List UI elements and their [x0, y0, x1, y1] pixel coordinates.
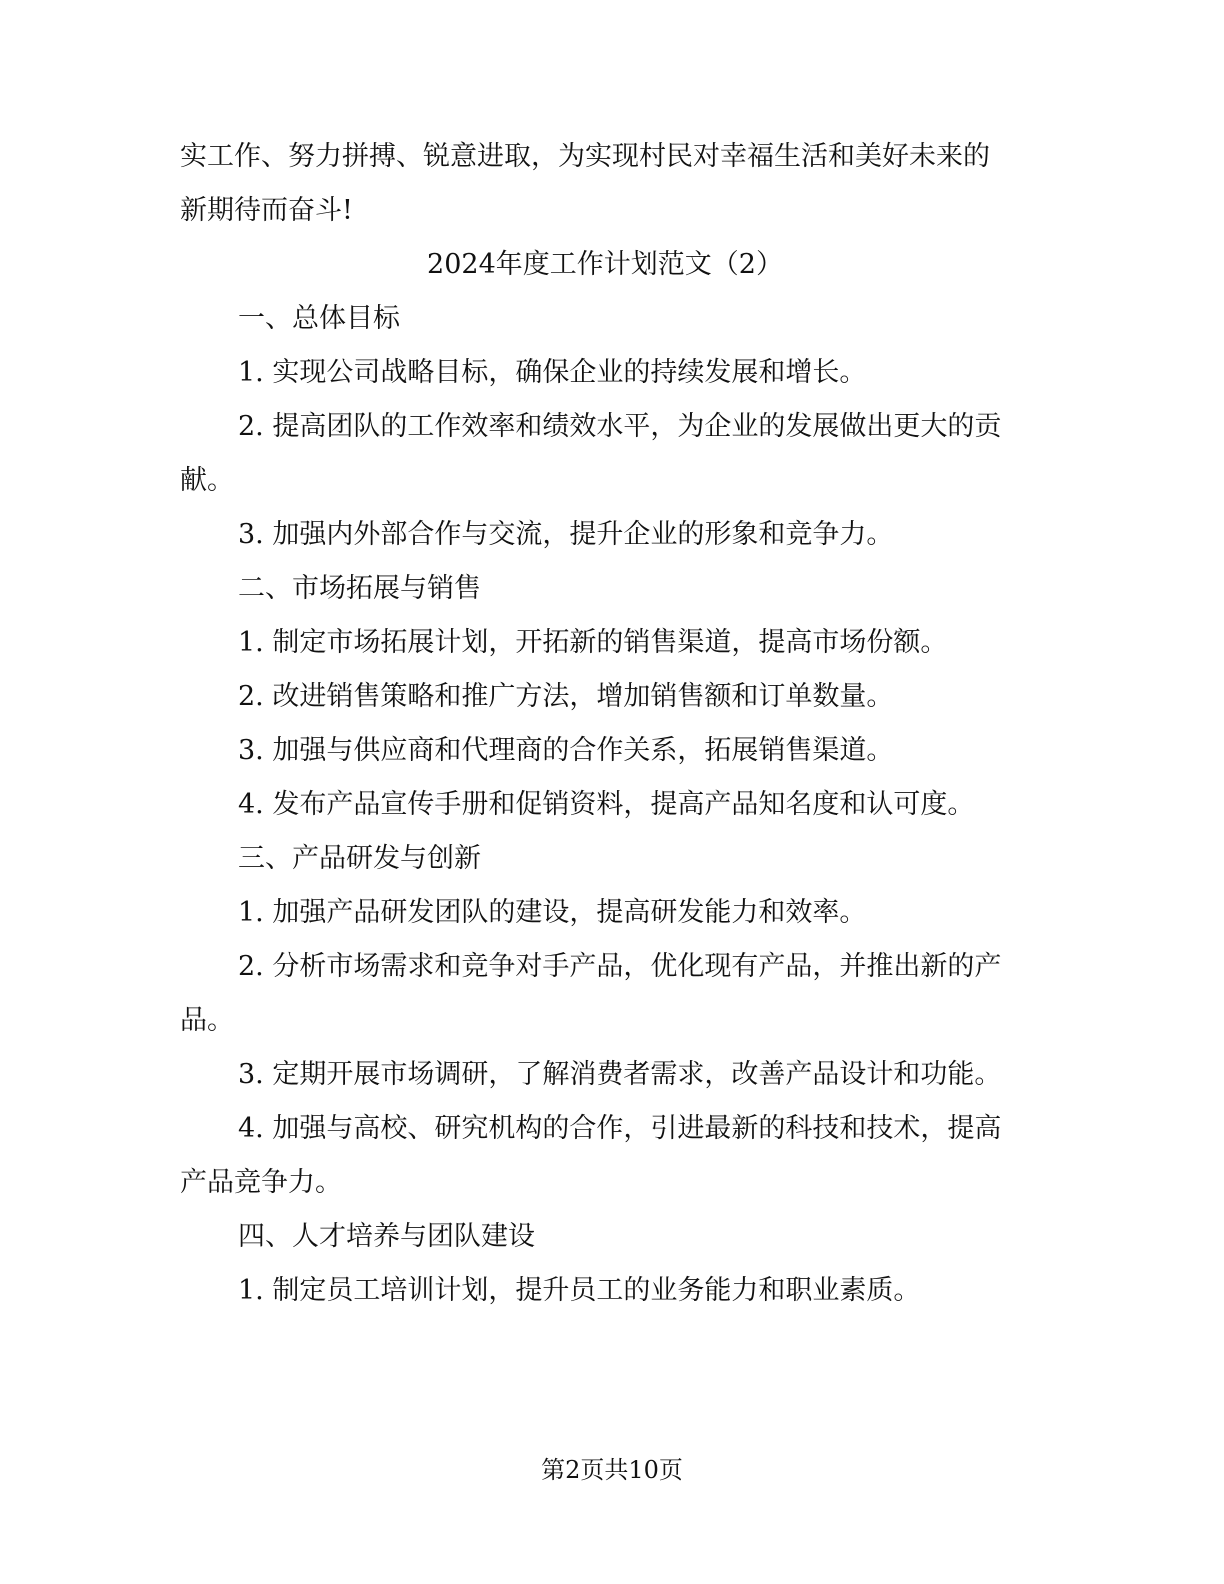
list-item: 4. 加强与高校、研究机构的合作，引进最新的科技和技术，提高 [238, 1113, 1002, 1144]
list-item: 1. 制定市场拓展计划，开拓新的销售渠道，提高市场份额。 [238, 627, 948, 658]
list-item: 3. 定期开展市场调研，了解消费者需求，改善产品设计和功能。 [238, 1059, 1002, 1090]
list-item-continuation: 品。 [180, 1005, 234, 1036]
list-item: 1. 加强产品研发团队的建设，提高研发能力和效率。 [238, 897, 867, 928]
paragraph-continuation-line: 实工作、努力拼搏、锐意进取，为实现村民对幸福生活和美好未来的 [180, 141, 990, 172]
heading-overall-goals: 一、总体目标 [238, 303, 400, 334]
list-item: 3. 加强与供应商和代理商的合作关系，拓展销售渠道。 [238, 735, 894, 766]
document-body [180, 130, 1030, 1318]
list-item: 1. 实现公司战略目标，确保企业的持续发展和增长。 [238, 357, 867, 388]
section-title: 2024年度工作计划范文（2） [427, 249, 783, 280]
list-item: 1. 制定员工培训计划，提升员工的业务能力和职业素质。 [238, 1275, 921, 1306]
paragraph-continuation-line: 新期待而奋斗! [180, 195, 353, 226]
list-item-continuation: 献。 [180, 465, 234, 496]
list-item: 2. 改进销售策略和推广方法，增加销售额和订单数量。 [238, 681, 894, 712]
list-item: 2. 分析市场需求和竞争对手产品，优化现有产品，并推出新的产 [238, 951, 1002, 982]
heading-talent-team: 四、人才培养与团队建设 [238, 1221, 535, 1252]
list-item: 4. 发布产品宣传手册和促销资料，提高产品知名度和认可度。 [238, 789, 975, 820]
heading-product-rd: 三、产品研发与创新 [238, 843, 481, 874]
list-item: 3. 加强内外部合作与交流，提升企业的形象和竞争力。 [238, 519, 894, 550]
heading-market-sales: 二、市场拓展与销售 [238, 573, 481, 604]
list-item: 2. 提高团队的工作效率和绩效水平，为企业的发展做出更大的贡 [238, 411, 1002, 442]
page-number-footer: 第2页共10页 [541, 1456, 683, 1484]
list-item-continuation: 产品竞争力。 [180, 1167, 342, 1198]
